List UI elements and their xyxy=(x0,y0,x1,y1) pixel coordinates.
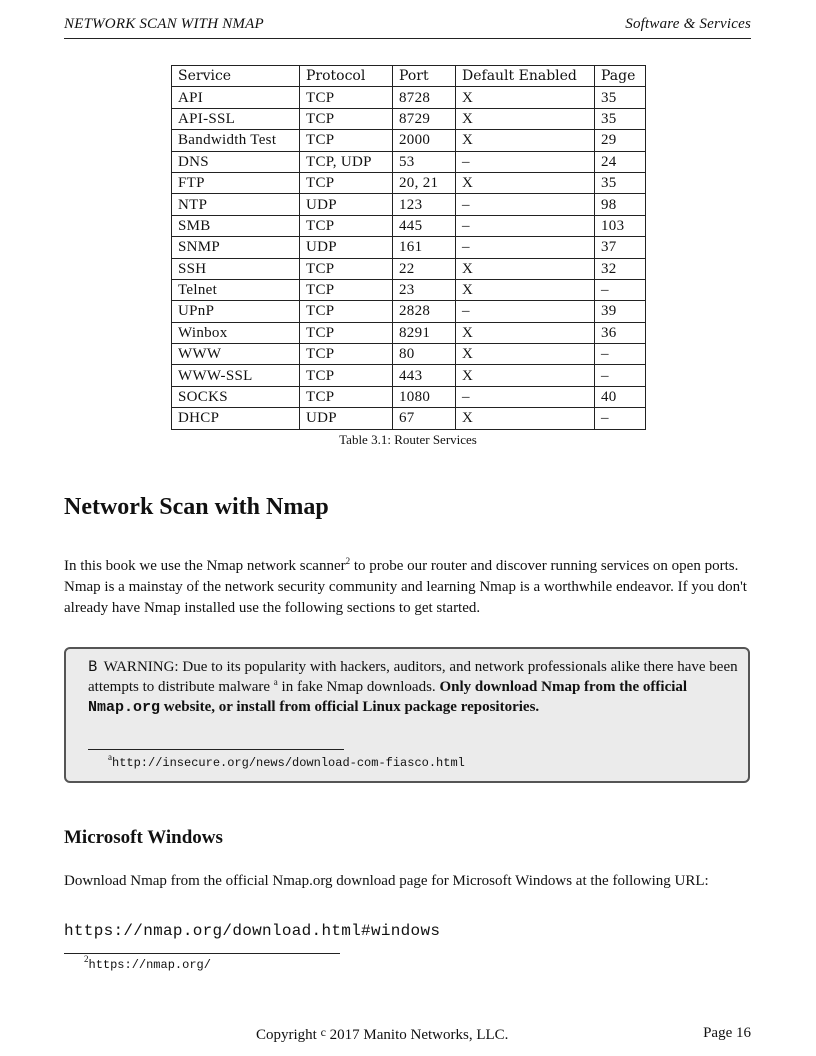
footnote-reference[interactable]: 2 xyxy=(345,556,351,566)
windows-download-url[interactable]: https://nmap.org/download.html#windows xyxy=(64,922,441,940)
warning-nmap-org: Nmap.org xyxy=(88,699,161,716)
page-footnote xyxy=(84,954,211,972)
cell-port: 20, 21 xyxy=(393,172,456,193)
page-footnote-mark: 2 xyxy=(84,954,89,964)
cell-default-enabled: X xyxy=(456,108,595,129)
cell-page: – xyxy=(595,365,646,386)
cell-service: WWW xyxy=(172,344,300,365)
table-row xyxy=(172,258,646,279)
cell-default-enabled: X xyxy=(456,130,595,151)
cell-port: 23 xyxy=(393,279,456,300)
cell-default-enabled: X xyxy=(456,258,595,279)
cell-page: – xyxy=(595,408,646,429)
table-row xyxy=(172,130,646,151)
cell-service: Telnet xyxy=(172,279,300,300)
cell-service: DNS xyxy=(172,151,300,172)
table-row xyxy=(172,172,646,193)
cell-port: 80 xyxy=(393,344,456,365)
cell-port: 1080 xyxy=(393,386,456,407)
table-row xyxy=(172,108,646,129)
warning-footnote-mark: a xyxy=(108,752,112,762)
cell-service: FTP xyxy=(172,172,300,193)
cell-protocol: TCP xyxy=(300,344,393,365)
intro-text-end: to probe our router and discover running services on open ports. Nmap is a mainstay of the network security community and learning Nmap is a worthwhile endeavor. If you don't already have Nmap installed use the following sections to get started. xyxy=(64,558,747,616)
cell-service: Bandwidth Test xyxy=(172,130,300,151)
cell-page: 35 xyxy=(595,87,646,108)
cell-page: 36 xyxy=(595,322,646,343)
copyright-pre: Copyright xyxy=(256,1027,321,1043)
header-chapter-title: NETWORK SCAN WITH NMAP xyxy=(64,16,264,32)
page-number: Page 16 xyxy=(703,1025,751,1041)
copyright-notice xyxy=(256,1025,508,1044)
cell-protocol: TCP xyxy=(300,386,393,407)
cell-default-enabled: X xyxy=(456,365,595,386)
cell-default-enabled: – xyxy=(456,386,595,407)
cell-protocol: UDP xyxy=(300,237,393,258)
warning-text-part-2: in fake Nmap downloads. xyxy=(277,679,440,695)
cell-page: – xyxy=(595,344,646,365)
cell-page: 32 xyxy=(595,258,646,279)
table-row xyxy=(172,344,646,365)
header-part-title: Software & Services xyxy=(625,16,751,32)
windows-subheading: Microsoft Windows xyxy=(64,827,223,848)
table-body xyxy=(172,87,646,429)
cell-service: SNMP xyxy=(172,237,300,258)
cell-port: 67 xyxy=(393,408,456,429)
warning-icon: B xyxy=(88,659,98,675)
running-header xyxy=(64,16,751,39)
cell-protocol: TCP, UDP xyxy=(300,151,393,172)
warning-emphasis-end: website, or install from official Linux package repositories. xyxy=(160,699,540,715)
table-row xyxy=(172,365,646,386)
cell-protocol: TCP xyxy=(300,130,393,151)
warning-label: WARNING: xyxy=(103,659,179,675)
windows-paragraph: Download Nmap from the official Nmap.org download page for Microsoft Windows at the following URL: xyxy=(64,873,709,889)
cell-protocol: TCP xyxy=(300,322,393,343)
cell-service: SSH xyxy=(172,258,300,279)
cell-port: 8291 xyxy=(393,322,456,343)
column-header-protocol: Protocol xyxy=(300,66,393,87)
cell-default-enabled: – xyxy=(456,237,595,258)
table-header-row xyxy=(172,66,646,87)
cell-page: 24 xyxy=(595,151,646,172)
warning-text-part-1: Due to its popularity with hackers, auditors, and network professionals alike there have been attempts to distribute malware xyxy=(88,659,738,695)
cell-port: 161 xyxy=(393,237,456,258)
cell-page: 40 xyxy=(595,386,646,407)
cell-page: 103 xyxy=(595,215,646,236)
table-row xyxy=(172,408,646,429)
cell-protocol: TCP xyxy=(300,258,393,279)
table-row xyxy=(172,87,646,108)
cell-protocol: TCP xyxy=(300,301,393,322)
warning-footnote-reference[interactable]: a xyxy=(273,677,278,687)
cell-protocol: TCP xyxy=(300,365,393,386)
cell-service: SOCKS xyxy=(172,386,300,407)
cell-default-enabled: X xyxy=(456,172,595,193)
table-row xyxy=(172,386,646,407)
cell-protocol: TCP xyxy=(300,108,393,129)
page-footnote-url[interactable]: https://nmap.org/ xyxy=(88,958,211,972)
cell-default-enabled: X xyxy=(456,279,595,300)
cell-protocol: UDP xyxy=(300,194,393,215)
section-heading: Network Scan with Nmap xyxy=(64,494,329,520)
cell-default-enabled: – xyxy=(456,215,595,236)
cell-default-enabled: – xyxy=(456,151,595,172)
cell-default-enabled: X xyxy=(456,408,595,429)
cell-service: API-SSL xyxy=(172,108,300,129)
intro-text-start: In this book we use the Nmap network scanner xyxy=(64,558,346,574)
table-row xyxy=(172,215,646,236)
cell-port: 2828 xyxy=(393,301,456,322)
cell-port: 8729 xyxy=(393,108,456,129)
cell-service: SMB xyxy=(172,215,300,236)
cell-default-enabled: X xyxy=(456,322,595,343)
intro-paragraph xyxy=(64,556,754,619)
cell-service: UPnP xyxy=(172,301,300,322)
warning-box xyxy=(64,647,750,783)
cell-port: 53 xyxy=(393,151,456,172)
column-header-default-enabled: Default Enabled xyxy=(456,66,595,87)
column-header-service: Service xyxy=(172,66,300,87)
cell-service: WWW-SSL xyxy=(172,365,300,386)
warning-footnote-url[interactable]: http://insecure.org/news/download-com-fiasco.html xyxy=(112,756,465,770)
cell-port: 2000 xyxy=(393,130,456,151)
cell-service: NTP xyxy=(172,194,300,215)
table-row xyxy=(172,194,646,215)
cell-page: 37 xyxy=(595,237,646,258)
cell-protocol: TCP xyxy=(300,172,393,193)
cell-service: Winbox xyxy=(172,322,300,343)
cell-page: 29 xyxy=(595,130,646,151)
router-services-table xyxy=(171,65,646,430)
cell-page: 98 xyxy=(595,194,646,215)
cell-page: – xyxy=(595,279,646,300)
table-caption: Table 3.1: Router Services xyxy=(339,432,477,447)
cell-port: 8728 xyxy=(393,87,456,108)
cell-default-enabled: – xyxy=(456,301,595,322)
cell-service: DHCP xyxy=(172,408,300,429)
cell-default-enabled: – xyxy=(456,194,595,215)
table-row xyxy=(172,151,646,172)
cell-page: 39 xyxy=(595,301,646,322)
copyright-symbol: c xyxy=(320,1025,326,1039)
warning-footnote-rule xyxy=(88,749,344,750)
cell-protocol: TCP xyxy=(300,87,393,108)
cell-protocol: UDP xyxy=(300,408,393,429)
column-header-page: Page xyxy=(595,66,646,87)
cell-default-enabled: X xyxy=(456,344,595,365)
cell-protocol: TCP xyxy=(300,215,393,236)
column-header-port: Port xyxy=(393,66,456,87)
copyright-post: 2017 Manito Networks, LLC. xyxy=(325,1027,509,1043)
cell-port: 123 xyxy=(393,194,456,215)
cell-port: 22 xyxy=(393,258,456,279)
cell-default-enabled: X xyxy=(456,87,595,108)
cell-port: 445 xyxy=(393,215,456,236)
table-row xyxy=(172,322,646,343)
cell-protocol: TCP xyxy=(300,279,393,300)
table-row xyxy=(172,279,646,300)
cell-page: 35 xyxy=(595,172,646,193)
warning-text xyxy=(88,657,748,718)
warning-footnote xyxy=(108,752,465,770)
warning-emphasis-start: Only download Nmap from the official xyxy=(439,679,688,695)
footnote-rule xyxy=(64,953,340,954)
cell-service: API xyxy=(172,87,300,108)
cell-page: 35 xyxy=(595,108,646,129)
cell-port: 443 xyxy=(393,365,456,386)
table-row xyxy=(172,237,646,258)
table-row xyxy=(172,301,646,322)
